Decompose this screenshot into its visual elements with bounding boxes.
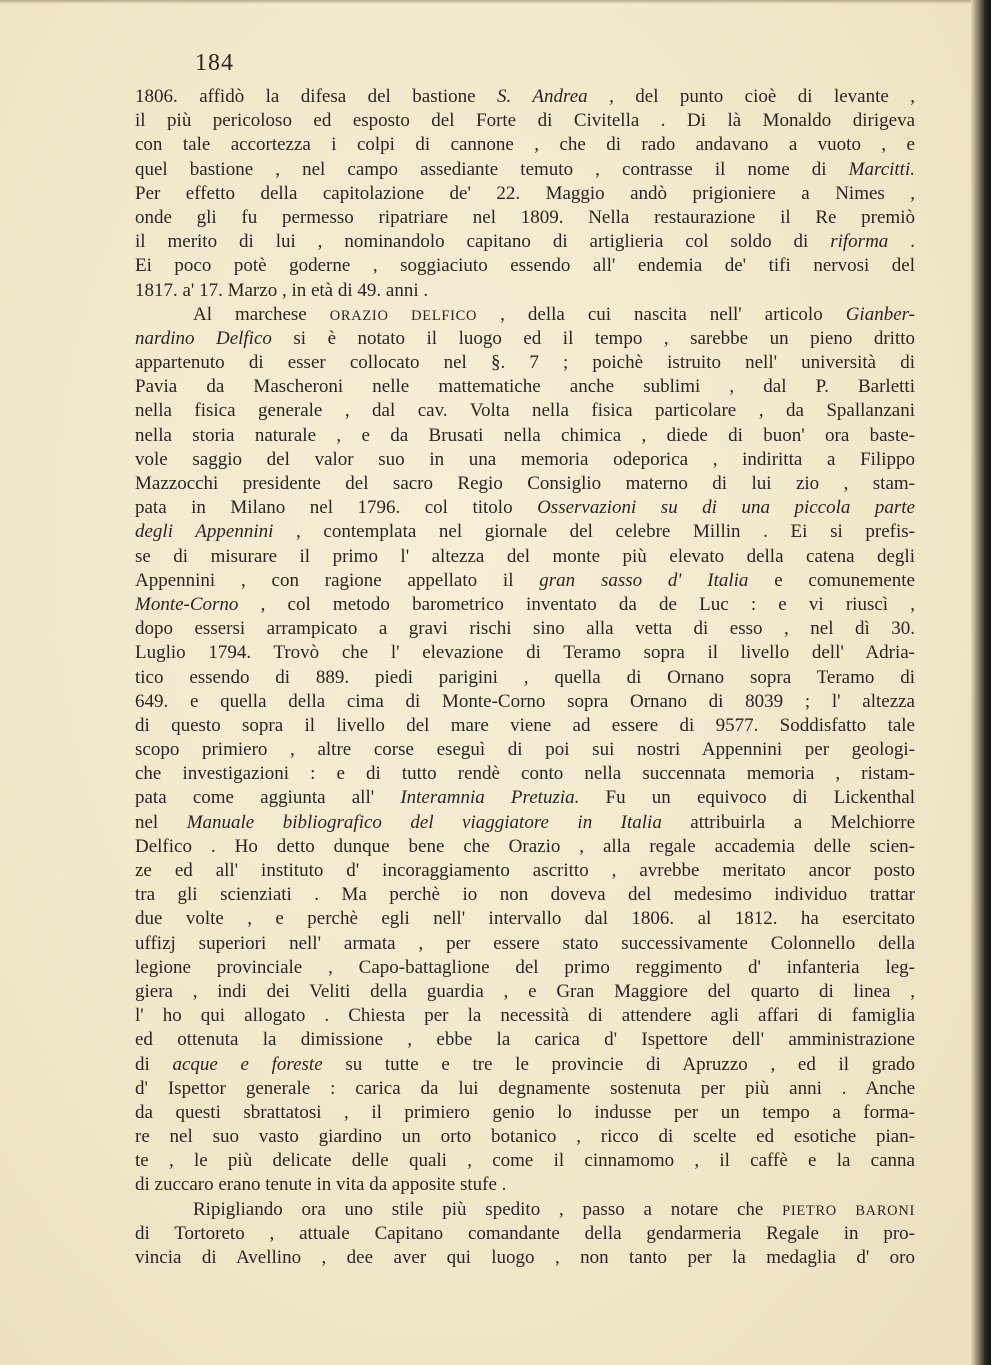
italic-text: acque e foreste — [172, 1053, 323, 1075]
text-line: uffizj superiori nell' armata , per essere stato successivamente Colonnello della — [135, 932, 915, 954]
text-segment: Al marchese — [193, 303, 330, 325]
text-line: con tale accortezza i colpi di cannone , che di rado andavano a vuoto , e — [135, 134, 915, 156]
text-line: onde gli fu permesso ripatriare nel 1809. Nella restaurazione il Re premiò — [135, 206, 915, 228]
text-segment: , della cui nascita nell' articolo — [477, 303, 846, 325]
italic-text: Manuale bibliografico del viaggiatore in Italia — [186, 811, 662, 833]
text-line — [135, 786, 915, 810]
text-segment: quel bastione , nel campo assediante temuto , contrasse il nome di — [135, 158, 849, 180]
text-line: Luglio 1794. Trovò che l' elevazione di Teramo sopra il livello dell' Adria- — [135, 642, 915, 664]
text-line: vole saggio del valor suo in una memoria odeporica , indiritta a Filippo — [135, 448, 915, 470]
text-line — [135, 85, 915, 109]
text-line: re nel suo vasto giardino un orto botanico , ricco di scelte ed esotiche pian- — [135, 1126, 915, 1148]
italic-text: Interamnia Pretuzia. — [400, 787, 580, 809]
text-segment: attribuirla a Melchiorre — [661, 811, 915, 833]
text-line — [135, 1198, 915, 1222]
text-line — [135, 811, 915, 835]
text-line — [135, 158, 915, 182]
text-line: ze ed all' instituto d' incoraggiamento ascritto , avrebbe meritato ancor posto — [135, 860, 915, 881]
text-line: Mazzocchi presidente del sacro Regio Consiglio materno di lui zio , stam- — [135, 473, 915, 494]
text-segment: , contemplata nel giornale del celebre Millin . Ei si prefis- — [273, 521, 915, 543]
text-line: nella storia naturale , e da Brusati nella chimica , diede di buon' ora baste- — [135, 424, 915, 446]
italic-text: degli Appennini — [135, 521, 274, 543]
text-line — [135, 496, 915, 520]
page-number: 184 — [195, 50, 234, 76]
text-line: il più pericoloso ed esposto del Forte di Civitella . Di là Monaldo dirigeva — [135, 110, 915, 132]
text-line: di questo sopra il livello del mare viene ad essere di 9577. Soddisfatto tale — [135, 714, 915, 736]
text-line: di Tortoreto , attuale Capitano comandante della gendarmeria Regale in pro- — [135, 1222, 915, 1244]
italic-text: Osservazioni su di una piccola parte — [537, 497, 915, 519]
italic-text: Marcitti. — [848, 158, 915, 180]
text-line: tra gli scienziati . Ma perchè io non doveva del medesimo individuo trattar — [135, 884, 915, 906]
text-line: Delfico . Ho detto dunque bene che Orazio , alla regale accademia delle scien- — [135, 835, 915, 857]
italic-text: Gianber- — [845, 303, 915, 325]
text-line: 649. e quella della cima di Monte-Corno sopra Ornano di 8039 ; l' altezza — [135, 690, 915, 712]
small-caps-name: PIETRO BARONI — [782, 1202, 915, 1219]
text-segment: Appennini , con ragione appellato il — [135, 569, 540, 591]
text-line: appartenuto di esser collocato nel §. 7 ; poichè istruito nell' università di — [135, 352, 915, 374]
paragraph — [135, 85, 915, 303]
text-line: due volte , e perchè egli nell' intervallo dal 1806. al 1812. ha esercitato — [135, 908, 915, 930]
scan-top-edge — [0, 0, 991, 4]
text-line — [135, 569, 915, 593]
text-line: l' ho qui allogato . Chiesta per la necessità di attendere agli affari di famiglia — [135, 1005, 915, 1027]
italic-text: riforma — [830, 231, 889, 253]
text-segment: pata come aggiunta all' — [135, 787, 401, 809]
text-segment: nel — [135, 811, 187, 833]
text-segment: . — [888, 231, 915, 253]
scan-right-edge — [971, 0, 991, 1365]
paragraph — [135, 1198, 915, 1271]
text-line: dopo essersi arrampicato a gravi rischi sino alla vetta di esso , nel dì 30. — [135, 618, 915, 640]
text-line: Pavia da Mascheroni nelle mattematiche anche sublimi , dal P. Barletti — [135, 376, 915, 398]
text-line: scopo primiero , altre corse eseguì di poi sui nostri Appennini per geologi- — [135, 739, 915, 761]
text-line: Per effetto della capitolazione de' 22. Maggio andò prigioniere a Nimes , — [135, 182, 915, 204]
text-line — [135, 593, 915, 617]
text-line: d' Ispettor generale : carica da lui degnamente sostenuta per più anni . Anche — [135, 1077, 915, 1099]
text-line: che investigazioni : e di tutto rendè conto nella succennata memoria , ristam- — [135, 763, 915, 785]
text-segment: e comunemente — [748, 569, 915, 591]
text-line: da questi sbrattatosi , il primiero genio lo indusse per un tempo a forma- — [135, 1101, 915, 1123]
text-segment: Fu un equivoco di Lickenthal — [579, 787, 915, 809]
italic-text: S. Andrea — [497, 86, 588, 107]
text-line — [135, 1053, 915, 1077]
text-line: tico essendo di 889. piedi parigini , quella di Ornano sopra Teramo di — [135, 666, 915, 688]
text-line: di zuccaro erano tenute in vita da apposite stufe . — [135, 1174, 507, 1196]
italic-text: gran sasso d' Italia — [539, 569, 749, 591]
text-line: Ei poco potè goderne , soggiaciuto essendo all' endemia de' tifi nervosi del — [135, 255, 915, 277]
text-segment: pata in Milano nel 1796. col titolo — [135, 497, 538, 519]
text-line: te , le più delicate delle quali , come il cinnamomo , il caffè e la canna — [135, 1150, 915, 1172]
body-text — [135, 85, 915, 1270]
text-segment: si è notato il luogo ed il tempo , sarebbe un pieno dritto — [271, 327, 915, 349]
text-line: vincia di Avellino , dee aver qui luogo , non tanto per la medaglia d' oro — [135, 1247, 915, 1268]
text-line — [135, 520, 915, 544]
text-line — [135, 303, 915, 327]
text-segment: Ripigliando ora uno stile più spedito , passo a notare che — [193, 1198, 783, 1220]
text-segment: , col metodo barometrico inventato da de Luc : e vi riuscì , — [238, 593, 915, 615]
paragraph — [135, 303, 915, 1198]
text-line: legione provinciale , Capo-battaglione del primo reggimento d' infanteria leg- — [135, 956, 915, 978]
text-line: se di misurare il primo l' altezza del monte più elevato della catena degli — [135, 545, 915, 567]
text-line: nella fisica generale , dal cav. Volta nella fisica particolare , da Spallanzani — [135, 400, 915, 422]
small-caps-name: ORAZIO DELFICO — [329, 307, 478, 324]
text-segment: di — [135, 1053, 173, 1075]
text-line: ed ottenuta la dimissione , ebbe la carica d' Ispettore dell' amministrazione — [135, 1029, 915, 1051]
text-line: 1817. a' 17. Marzo , in età di 49. anni . — [135, 279, 429, 301]
text-line — [135, 230, 915, 254]
text-line — [135, 327, 915, 351]
text-segment: il merito di lui , nominandolo capitano di artiglieria col soldo di — [135, 231, 831, 253]
italic-text: Monte-Corno — [135, 593, 239, 615]
text-line: giera , indi dei Veliti della guardia , e Gran Maggiore del quarto di linea , — [135, 980, 915, 1002]
text-segment: 1806. affidò la difesa del bastione — [135, 86, 498, 107]
text-segment: su tutte e tre le provincie di Apruzzo , ed il grado — [322, 1053, 915, 1075]
italic-text: nardino Delfico — [135, 327, 272, 349]
text-segment: , del punto cioè di levante , — [587, 86, 915, 107]
